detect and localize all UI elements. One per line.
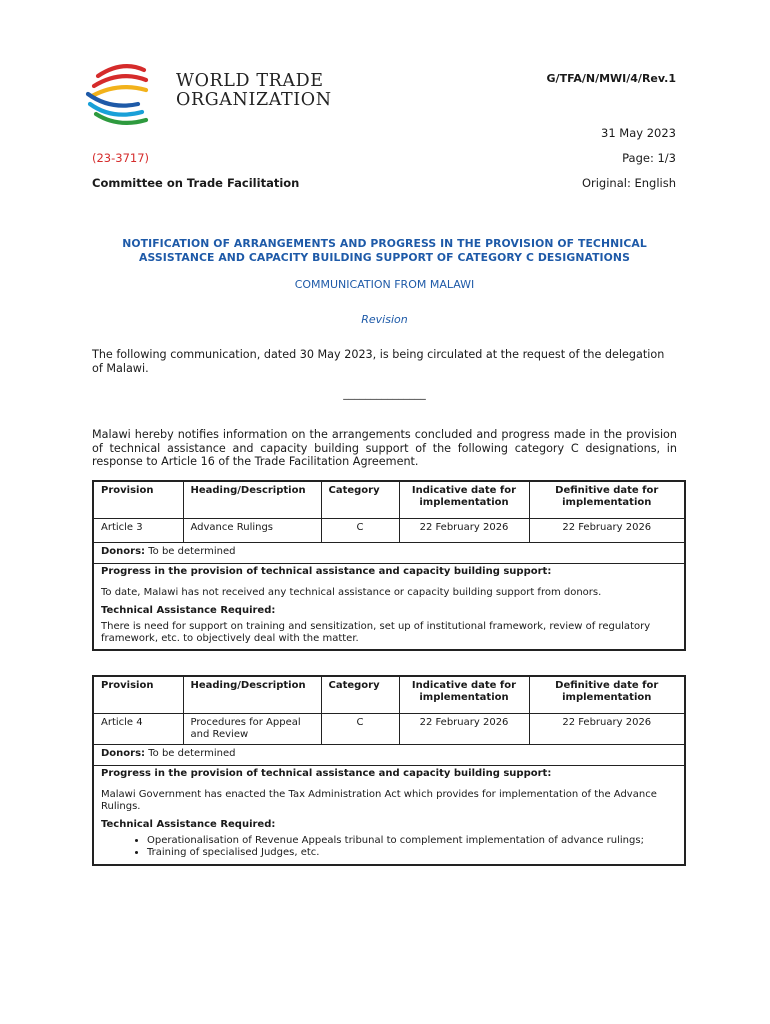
document-symbol: G/TFA/N/MWI/4/Rev.1 xyxy=(546,72,676,85)
donors-label: Donors: xyxy=(101,546,146,557)
indicative-date-cell: 22 February 2026 xyxy=(399,519,529,543)
revision-label: Revision xyxy=(361,313,408,326)
column-header-indicative-date: Indicative date for implementation xyxy=(399,481,529,519)
separator-line: _______________ xyxy=(343,387,426,400)
list-item: • Operationalisation of Revenue Appeals tribunal to complement implementation of advance rulings; xyxy=(147,835,677,847)
wto-emblem-icon xyxy=(84,58,170,128)
progress-heading: Progress in the provision of technical assistance and capacity building support: xyxy=(101,768,552,779)
provision-cell: Article 3 xyxy=(93,519,183,543)
progress-heading: Progress in the provision of technical assistance and capacity building support: xyxy=(101,566,552,577)
provision-cell: Article 4 xyxy=(93,714,183,745)
column-header-provision: Provision xyxy=(93,481,183,519)
intro-paragraph: The following communication, dated 30 May 2023, is being circulated at the request of the delegation of Malawi. xyxy=(92,348,665,375)
category-cell: C xyxy=(321,519,399,543)
column-header-category: Category xyxy=(321,481,399,519)
document-number: (23-3717) xyxy=(92,151,150,165)
wto-logo xyxy=(84,58,344,128)
progress-row xyxy=(93,766,685,866)
designation-table-article-4 xyxy=(92,675,686,866)
donors-label: Donors: xyxy=(101,748,146,759)
progress-text: To date, Malawi has not received any technical assistance or capacity building support from donors. xyxy=(101,587,602,598)
donors-value: To be determined xyxy=(148,546,236,557)
donors-row xyxy=(93,543,685,564)
indicative-date-cell: 22 February 2026 xyxy=(399,714,529,745)
definitive-date-cell: 22 February 2026 xyxy=(529,714,685,745)
progress-row xyxy=(93,564,685,651)
column-header-category: Category xyxy=(321,676,399,714)
table-header-row xyxy=(93,676,685,714)
notice-paragraph: Malawi hereby notifies information on the arrangements concluded and progress made in the provision of technical assistance and capacity building support of the following category C designations, in response to Article 16 of the Trade Facilitation Agreement. xyxy=(92,428,677,469)
communication-heading: COMMUNICATION FROM MALAWI xyxy=(294,278,475,291)
category-cell: C xyxy=(321,714,399,745)
technical-assistance-heading: Technical Assistance Required: xyxy=(101,605,276,616)
column-header-indicative-date: Indicative date for implementation xyxy=(399,676,529,714)
page-indicator: Page: 1/3 xyxy=(622,151,676,165)
document-date: 31 May 2023 xyxy=(601,126,676,140)
table-header-row xyxy=(93,481,685,519)
committee-name: Committee on Trade Facilitation xyxy=(92,176,300,190)
table-row xyxy=(93,519,685,543)
list-item: • Training of specialised Judges, etc. xyxy=(147,847,677,859)
technical-assistance-text: There is need for support on training and sensitization, set up of institutional framework, review of regulatory framework, etc. to objectively deal with the matter. xyxy=(101,621,651,644)
table-row xyxy=(93,714,685,745)
notification-title: NOTIFICATION OF ARRANGEMENTS AND PROGRESS IN THE PROVISION OF TECHNICAL ASSISTANCE AND CAPACITY BUILDING SUPPORT OF CATEGORY C DESIGNATIONS xyxy=(122,237,647,264)
organization-name: WORLD TRADE ORGANIZATION xyxy=(176,71,332,110)
heading-cell: Procedures for Appeal and Review xyxy=(183,714,321,745)
donors-row xyxy=(93,745,685,766)
column-header-heading: Heading/Description xyxy=(183,676,321,714)
column-header-definitive-date: Definitive date for implementation xyxy=(529,676,685,714)
designation-table-article-3 xyxy=(92,480,686,651)
column-header-provision: Provision xyxy=(93,676,183,714)
column-header-definitive-date: Definitive date for implementation xyxy=(529,481,685,519)
technical-assistance-list xyxy=(101,835,677,859)
definitive-date-cell: 22 February 2026 xyxy=(529,519,685,543)
original-language: Original: English xyxy=(581,176,676,190)
technical-assistance-heading: Technical Assistance Required: xyxy=(101,819,276,830)
progress-text: Malawi Government has enacted the Tax Administration Act which provides for implementation of the Advance Rulings. xyxy=(101,789,657,812)
column-header-heading: Heading/Description xyxy=(183,481,321,519)
heading-cell: Advance Rulings xyxy=(183,519,321,543)
donors-value: To be determined xyxy=(148,748,236,759)
